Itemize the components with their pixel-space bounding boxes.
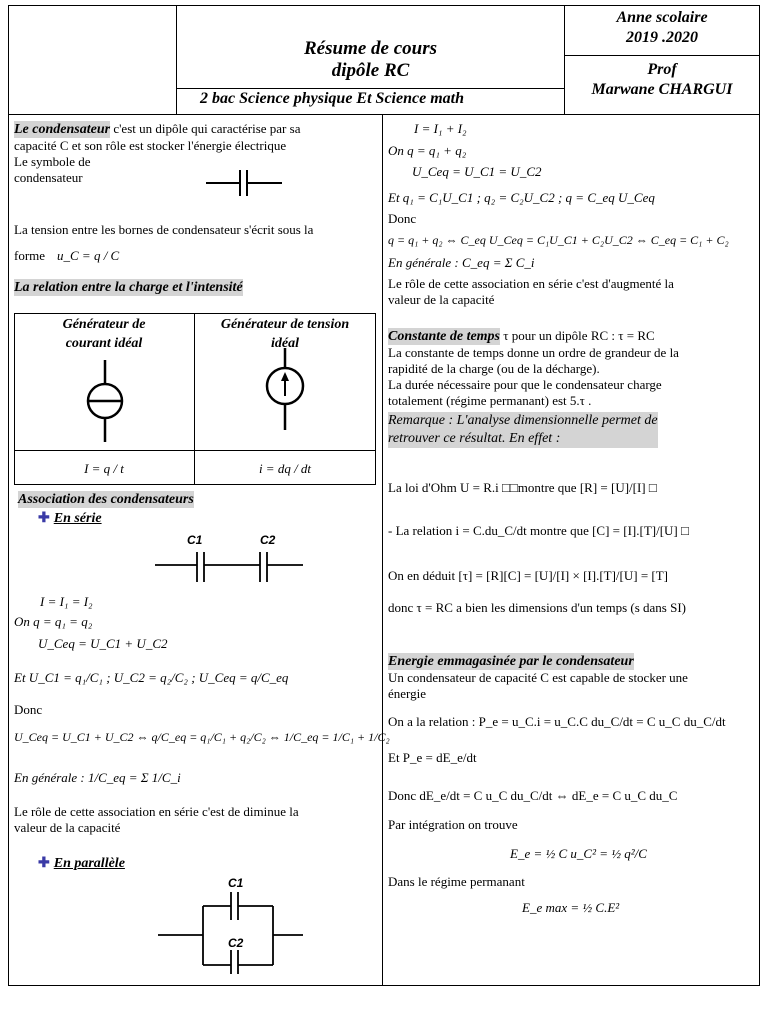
doc-title: Résume de cours dipôle RC: [304, 38, 437, 81]
doc-subtitle: 2 bac Science physique Et Science math: [200, 90, 464, 107]
serie-eq2: On q = q₁ = q₂: [14, 614, 93, 629]
parallel-c2-label: C2: [228, 936, 244, 950]
serie-eq4: Et U_C1 = q₁/C₁ ; U_C2 = q₂/C₂ ; U_Ceq = q/C_eq: [14, 670, 289, 685]
association-heading-wrap: [18, 490, 194, 508]
ohm-law: La loi d'Ohm U = R.i □□montre que [R] = [U]/[I] □: [388, 480, 657, 495]
current-source-icon: [80, 360, 130, 442]
par-eq1: I = I₁ + I₂: [414, 121, 467, 136]
bullet-icon: ✚: [38, 856, 50, 871]
condensateur-heading: Le condensateur: [14, 122, 111, 137]
tension-forme: forme: [14, 248, 46, 263]
header-title-divider: [176, 88, 565, 89]
series-c2-label: C2: [260, 533, 276, 547]
condensateur-definition: Le condensateur c'est un dipôle qui caractérise par sa capacité C et son rôle est stocker l'énergie électrique Le symbole de condensateur: [14, 121, 301, 185]
header-left-cell: [8, 5, 177, 115]
energie-et: Et P_e = dE_e/dt: [388, 750, 477, 765]
energie-formula: E_e = ½ C u_C² = ½ q²/C: [510, 846, 647, 861]
regime-text: Dans le régime permanant: [388, 874, 525, 889]
gen-courant-formula: I = q / t: [84, 461, 124, 476]
header-right-divider: [564, 55, 760, 56]
energie-intro: Un condensateur de capacité C est capable de stocker une énergie: [388, 670, 688, 701]
serie-role: Le rôle de cette association en série c'est de diminue la valeur de la capacité: [14, 804, 299, 835]
parallele-heading: En parallèle: [53, 856, 125, 871]
capacitor-symbol: [200, 168, 286, 198]
relation-heading: La relation entre la charge et l'intensité: [14, 280, 243, 295]
relation-heading-wrap: [14, 278, 243, 296]
serie-eq5: U_Ceq = U_C1 + U_C2 ⇔ q/C_eq = q₁/C₁ + q₂/C₂ ⇔ 1/C_eq = 1/C₁ + 1/C₂: [14, 730, 390, 744]
gen-courant-header: Générateur de courant idéal: [62, 317, 146, 351]
series-c1-label: C1: [187, 533, 203, 547]
integration-text: Par intégration on trouve: [388, 817, 518, 832]
par-donc: Donc: [388, 211, 417, 226]
gen-tension-header: Générateur de tension idéal: [220, 317, 350, 351]
par-eq5: q = q₁ + q₂ ⇔ C_eq U_Ceq = C₁U_C1 + C₂U_C2 ⇔ C_eq = C₁ + C₂: [388, 233, 729, 247]
parallele-heading-wrap: [38, 854, 125, 872]
par-role: Le rôle de cette association en série c'est d'augmenté la valeur de la capacité: [388, 276, 674, 307]
par-eq4: Et q₁ = C₁U_C1 ; q₂ = C₂U_C2 ; q = C_eq U_Ceq: [388, 190, 655, 205]
par-general: En générale : C_eq = Σ C_i: [388, 255, 535, 270]
voltage-source-icon: [260, 348, 310, 430]
parallel-circuit: [155, 880, 305, 975]
parallel-c1-label: C1: [228, 876, 244, 890]
energie-donc: Donc dE_e/dt = C u_C du_C/dt ⇔ dE_e = C u_C du_C: [388, 788, 678, 803]
prof-info: Prof Marwane CHARGUI: [591, 61, 733, 98]
generator-table-hline: [14, 450, 376, 451]
constante-block: Constante de temps τ pour un dipôle RC : τ = RC La constante de temps donne un ordre de grandeur de la rapidité de la charge (ou de la décharge). La durée nécessaire pour que le condensateur charge totalement (régime permanant) est 5.τ .: [388, 328, 679, 408]
series-circuit: [155, 532, 305, 588]
gen-tension-formula: i = dq / dt: [258, 461, 312, 476]
emax-formula: E_e max = ½ C.E²: [522, 900, 620, 915]
constante-heading: Constante de temps: [388, 329, 501, 344]
remarque: Remarque : L'analyse dimensionnelle permet de retrouver ce résultat. En effet :: [388, 413, 658, 446]
serie-general: En générale : 1/C_eq = Σ 1/C_i: [14, 770, 181, 785]
energie-heading: Energie emmagasinée par le condensateur: [388, 654, 634, 669]
serie-donc: Donc: [14, 702, 43, 717]
par-eq2: On q = q₁ + q₂: [388, 143, 467, 158]
serie-eq1: I = I₁ = I₂: [40, 594, 93, 609]
relation-c: - La relation i = C.du_C/dt montre que [C] = [I].[T]/[U] □: [388, 523, 689, 538]
tension-formula: u_C = q / C: [57, 248, 120, 263]
donc-tau: donc τ = RC a bien les dimensions d'un temps (s dans SI): [388, 600, 686, 615]
serie-heading: En série: [53, 511, 102, 526]
deduit-tau: On en déduit [τ] = [R][C] = [U]/[I] × [I].[T]/[U] = [T]: [388, 568, 669, 583]
column-divider: [382, 114, 383, 986]
serie-heading-wrap: [38, 509, 102, 527]
serie-eq3: U_Ceq = U_C1 + U_C2: [38, 636, 168, 651]
energie-heading-wrap: [388, 652, 634, 670]
bullet-icon: ✚: [38, 511, 50, 526]
tension-text: La tension entre les bornes de condensateur s'écrit sous la: [14, 222, 314, 237]
association-heading: Association des condensateurs: [18, 492, 194, 507]
school-year: Anne scolaire 2019 .2020: [616, 9, 708, 46]
par-eq3: U_Ceq = U_C1 = U_C2: [412, 164, 542, 179]
energie-relation: On a la relation : P_e = u_C.i = u_C.C du_C/dt = C u_C du_C/dt: [388, 714, 726, 729]
